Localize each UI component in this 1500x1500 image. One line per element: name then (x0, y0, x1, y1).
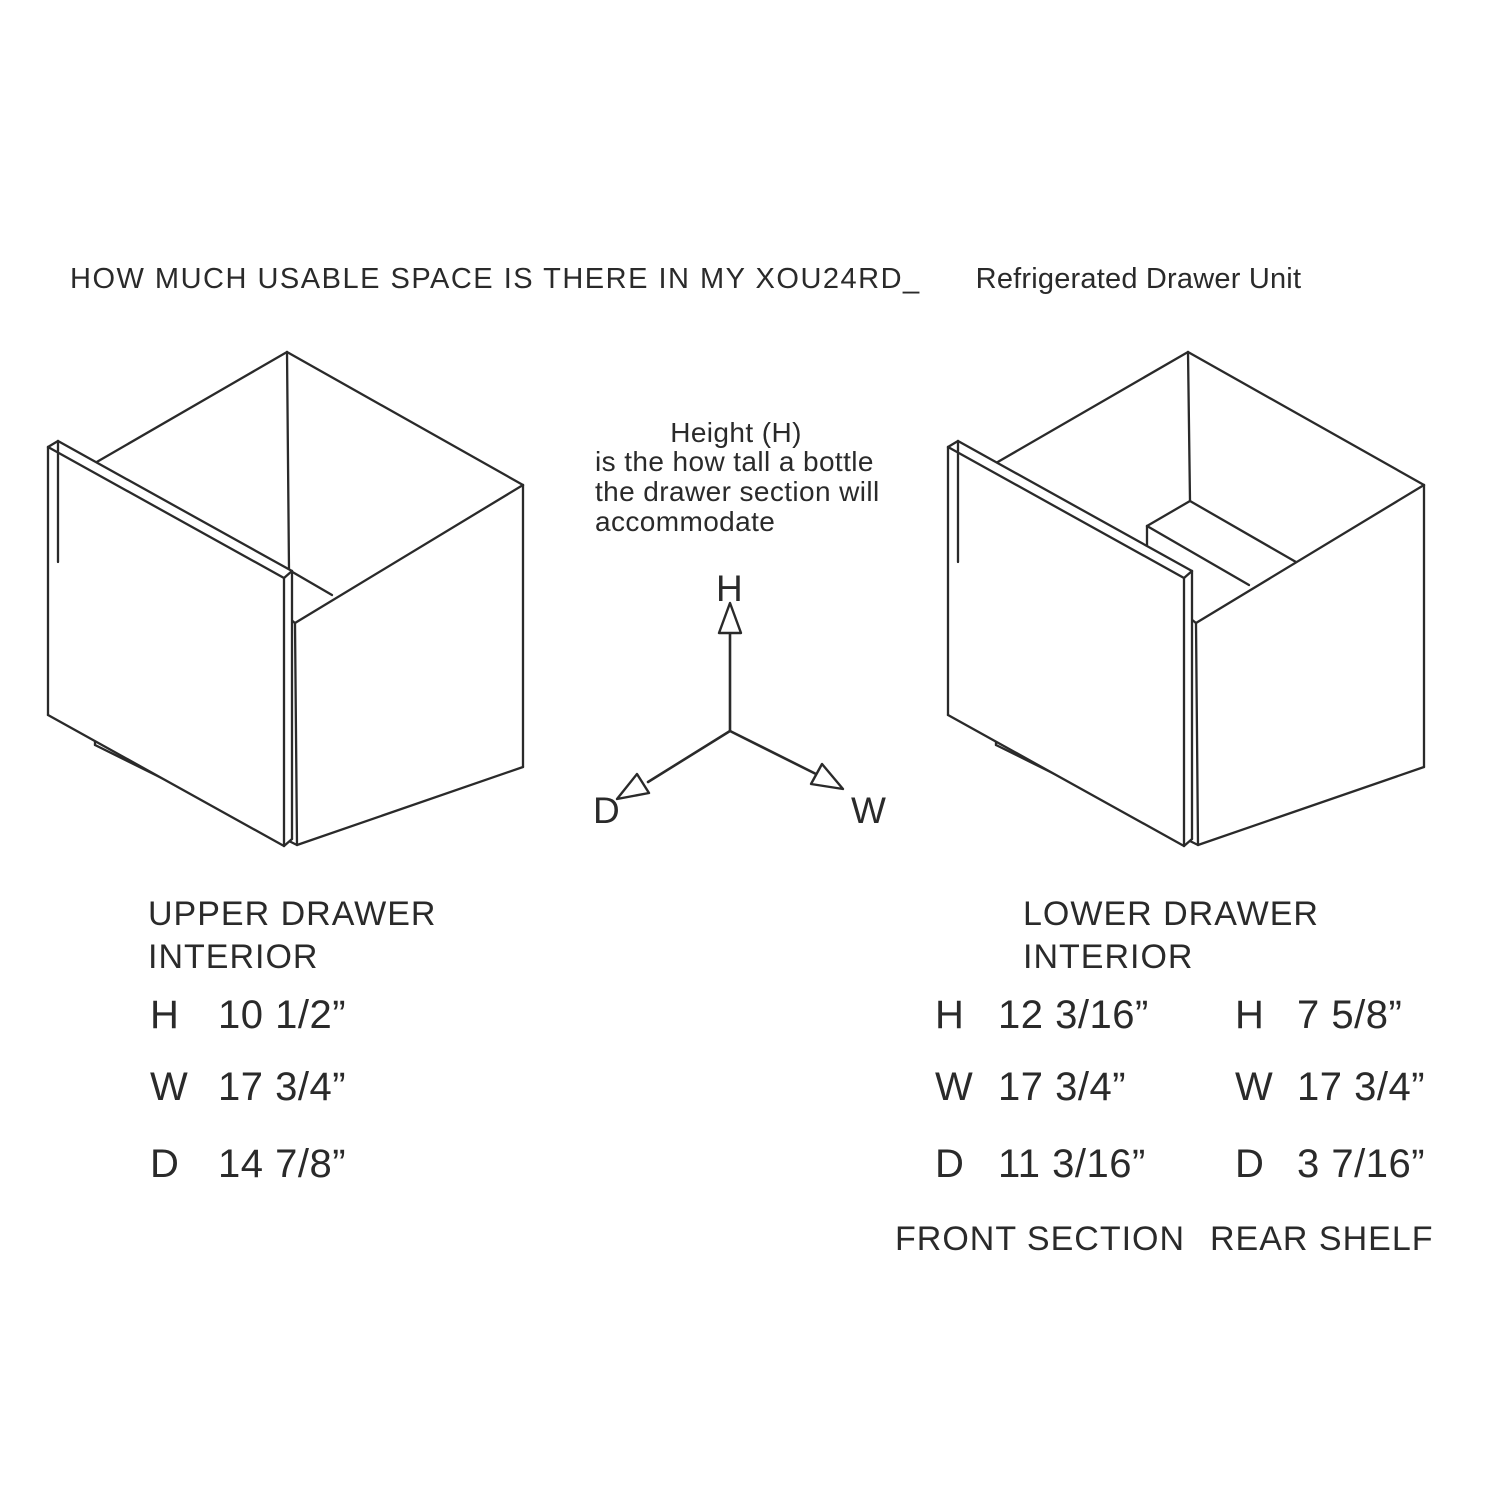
upper-h-row (150, 991, 346, 1039)
dimension-value: 11 3/16” (998, 1142, 1146, 1186)
dimension-letter: H (150, 993, 180, 1037)
front-section-w-row (935, 1063, 1126, 1111)
depth-axis-label: D (593, 790, 620, 831)
dimension-value: 7 5/8” (1297, 993, 1403, 1037)
rear-shelf-h-row (1235, 991, 1402, 1039)
height-note-body (595, 447, 880, 537)
dimension-letter: D (1235, 1142, 1265, 1186)
upper-drawer-illustration (48, 352, 523, 846)
dimension-value: 17 3/4” (1297, 1065, 1426, 1109)
dimension-letter: W (150, 1065, 189, 1109)
dimension-value: 14 7/8” (218, 1142, 347, 1186)
dimension-letter: W (1235, 1065, 1274, 1109)
width-arrow-icon (811, 764, 843, 789)
page-title (70, 263, 1301, 296)
depth-arrow-icon (617, 774, 649, 799)
title-product: Refrigerated Drawer Unit (975, 263, 1302, 295)
drawer-front-panel (48, 441, 292, 846)
upper-drawer-heading (148, 893, 436, 979)
dimension-value: 17 3/4” (218, 1065, 347, 1109)
rear-shelf-w-row (1235, 1063, 1425, 1111)
axis-legend (593, 568, 886, 831)
upper-w-row (150, 1063, 346, 1111)
lower-drawer-heading (1023, 893, 1319, 979)
rear-shelf-label: REAR SHELF (1210, 1220, 1434, 1258)
rear-shelf-d-row (1235, 1140, 1425, 1188)
upper-d-row (150, 1140, 346, 1188)
dimension-value: 17 3/4” (998, 1065, 1127, 1109)
upper-drawer-heading-line1: UPPER DRAWER (148, 895, 437, 933)
dimension-letter: D (150, 1142, 180, 1186)
dimension-letter: H (935, 993, 965, 1037)
dimension-value: 10 1/2” (218, 993, 347, 1037)
front-section-d-row (935, 1140, 1146, 1188)
lower-drawer-illustration (948, 352, 1424, 846)
dimension-letter: W (935, 1065, 974, 1109)
height-note-line3: the drawer section will (595, 476, 880, 507)
dimension-letter: D (935, 1142, 965, 1186)
width-axis-label: W (851, 790, 886, 831)
front-section-h-row (935, 991, 1149, 1039)
height-axis-label: H (716, 568, 743, 609)
width-axis-line (730, 731, 818, 775)
lower-drawer-heading-line2: INTERIOR (1023, 938, 1194, 976)
depth-axis-line (648, 731, 730, 782)
upper-drawer-heading-line2: INTERIOR (148, 938, 319, 976)
title-question: HOW MUCH USABLE SPACE IS THERE IN MY XOU24RD_ (70, 263, 921, 295)
front-section-label: FRONT SECTION (895, 1220, 1186, 1258)
lower-drawer-heading-line1: LOWER DRAWER (1023, 895, 1319, 933)
height-note-line4: accommodate (595, 506, 776, 537)
height-note-line2: is the how tall a bottle (595, 446, 874, 477)
drawer-front-panel (948, 441, 1192, 846)
height-note-heading: Height (H) (670, 417, 802, 448)
dimension-value: 3 7/16” (1297, 1142, 1426, 1186)
dimension-letter: H (1235, 993, 1265, 1037)
dimension-value: 12 3/16” (998, 993, 1149, 1037)
